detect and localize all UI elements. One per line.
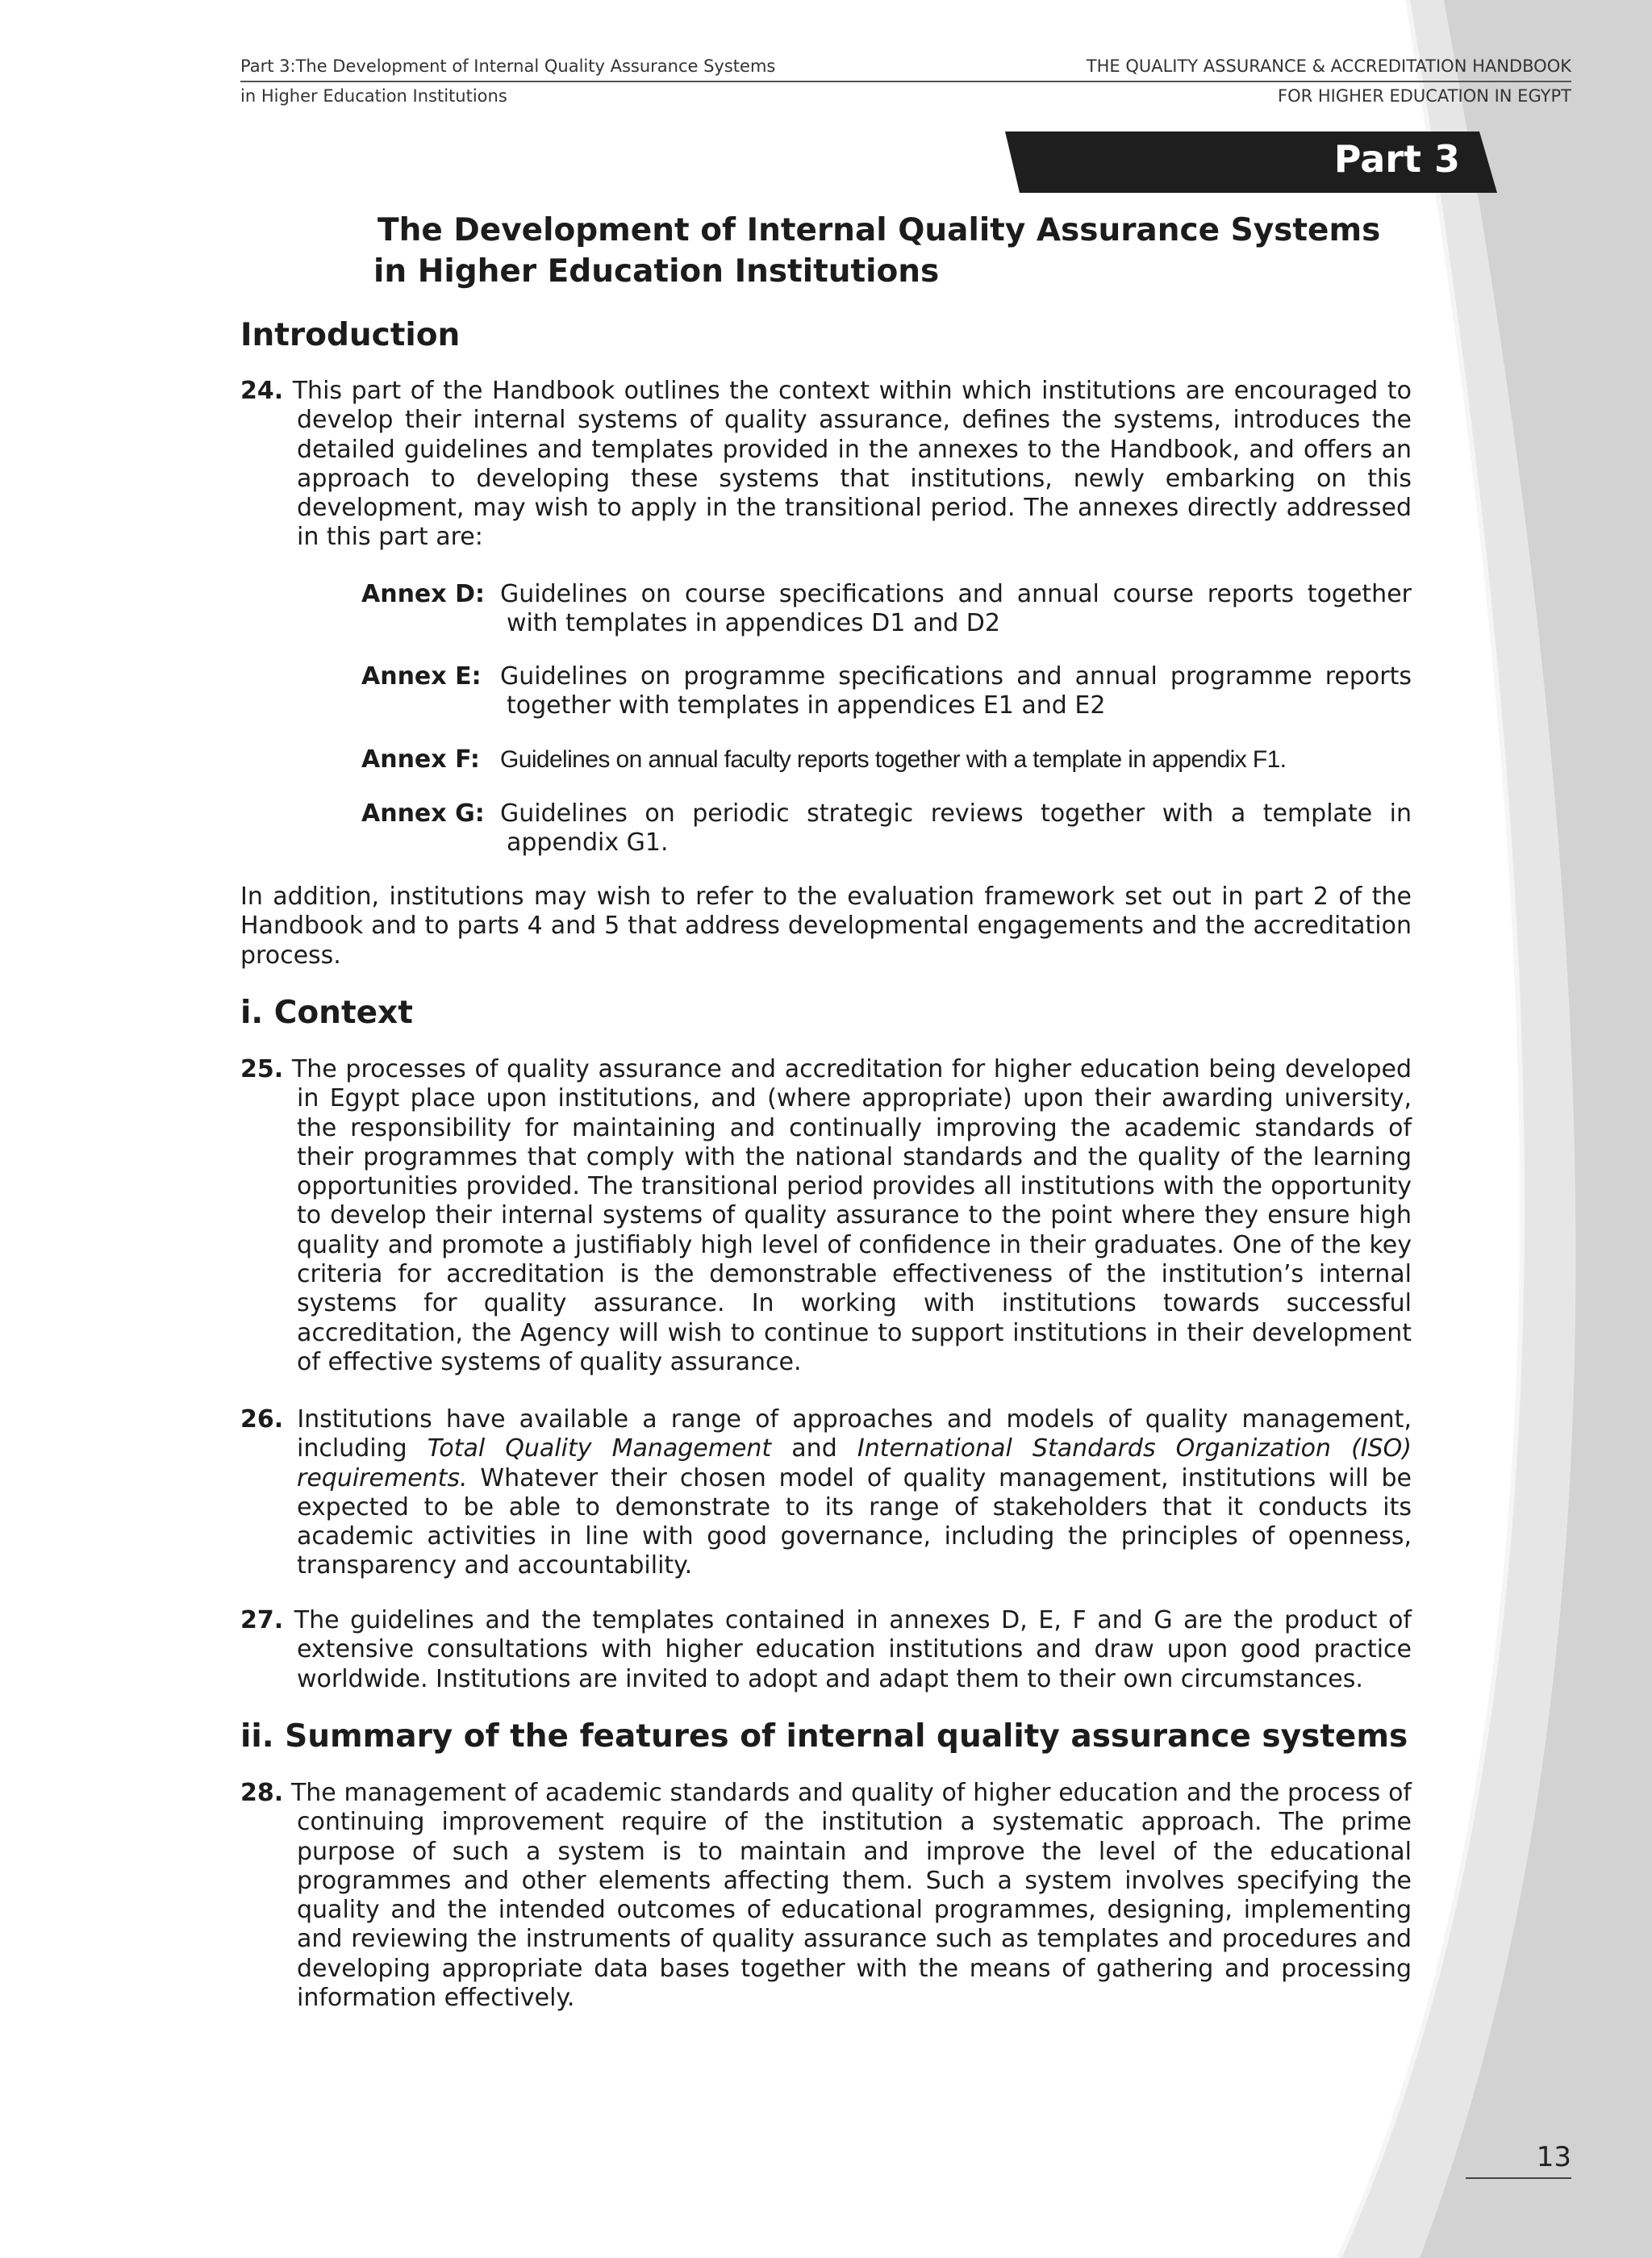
paragraph-text: Whatever their chosen model of quality management, institutions will be expected to be able to demonstrate to its range of stakeholders that it conducts its academic activities in line with good governance, including the principles of openness, transparency and accountability. <box>297 1463 1412 1580</box>
page-number: 13 <box>1536 2141 1571 2173</box>
paragraph-addition: In addition, institutions may wish to refer to the evaluation framework set out in part 2 of the Handbook and to parts 4 and 5 that address developmental engagements and the accreditation process. <box>240 883 1412 970</box>
paragraph-number: 24. <box>240 377 284 405</box>
paragraph-28 <box>240 1779 1412 2013</box>
paragraph-number: 25. <box>240 1055 284 1083</box>
page-title-line1: The Development of Internal Quality Assurance Systems <box>378 212 1381 248</box>
annex-label: Annex E: <box>361 662 482 691</box>
paragraph-text: and <box>771 1434 857 1463</box>
annex-text: Guidelines on course specifications and annual course reports together with templates in appendices D1 and D2 <box>500 580 1412 638</box>
annex-label: Annex D: <box>361 580 485 608</box>
header-divider <box>240 81 1571 82</box>
paragraph-emphasis-tqm: Total Quality Management <box>427 1434 772 1463</box>
part-label: Part 3 <box>1333 137 1460 181</box>
paragraph-number: 26. <box>240 1405 284 1434</box>
paragraph-25 <box>240 1055 1412 1377</box>
paragraph-text: The guidelines and the templates contained in annexes D, E, F and G are the product of extensive consultations with higher education institutions and draw upon good practice worldwide. Institutions are invited to adopt and adapt them to their own circumstances. <box>294 1606 1412 1693</box>
paragraph-26 <box>240 1405 1412 1581</box>
paragraph-emphasis-iso: International Standards Organization (ISO) requirements. <box>297 1434 1412 1492</box>
paragraph-text: The management of academic standards and quality of higher education and the process of continuing improvement require of the institution a systematic approach. The prime purpose of such a system is to maintain and improve the level of the educational programmes and other elements affecting them. Such a system involves specifying the quality and the intended outcomes of educational programmes, designing, implementing and reviewing the instruments of quality assurance such as templates and procedures and developing appropriate data bases together with the means of gathering and processing information effectively. <box>290 1779 1412 2013</box>
annex-text: Guidelines on periodic strategic reviews together with a template in appendix G1. <box>500 799 1412 858</box>
annex-text: Guidelines on programme specifications and annual programme reports together with templates in appendices E1 and E2 <box>500 662 1412 720</box>
paragraph-number: 28. <box>240 1779 284 1807</box>
annex-item-d <box>361 580 1412 639</box>
header-right-line2: FOR HIGHER EDUCATION IN EGYPT <box>1278 86 1571 106</box>
annex-item-g <box>361 799 1412 858</box>
page-title <box>373 210 1422 292</box>
header-left-line2: in Higher Education Institutions <box>240 86 507 106</box>
section-heading-summary: ii. Summary of the features of internal quality assurance systems <box>240 1718 1408 1755</box>
paragraph-24 <box>240 377 1412 553</box>
annex-item-e <box>361 662 1412 721</box>
page-number-rule <box>1466 2177 1571 2179</box>
annex-text: Guidelines on annual faculty reports together with a template in appendix F1. <box>500 746 1287 773</box>
paragraph-number: 27. <box>240 1606 284 1634</box>
paragraph-text: Institutions have available a range of approaches and models of quality management, including <box>297 1405 1412 1463</box>
section-heading-context: i. Context <box>240 995 413 1031</box>
page-title-line2: in Higher Education Institutions <box>373 253 940 290</box>
section-heading-introduction: Introduction <box>240 317 461 353</box>
paragraph-text: The processes of quality assurance and accreditation for higher education being developed in Egypt place upon institutions, and (where appropriate) upon their awarding university, the responsibility for maintaining and continually improving the academic standards of their programmes that comply with the national standards and the quality of the learning opportunities provided. The transitional period provides all institutions with the opportunity to develop their internal systems of quality assurance to the point where they ensure high quality and promote a justifiably high level of confidence in their graduates. One of the key criteria for accreditation is the demonstrable effectiveness of the institution’s internal systems for quality assurance. In working with institutions towards successful accreditation, the Agency will wish to continue to support institutions in their development of effective systems of quality assurance. <box>291 1055 1412 1376</box>
annex-label: Annex G: <box>361 799 485 828</box>
paragraph-text: This part of the Handbook outlines the context within which institutions are encouraged to develop their internal systems of quality assurance, defines the systems, introduces the detailed guidelines and templates provided in the annexes to the Handbook, and offers an approach to developing these systems that institutions, newly embarking on this development, may wish to apply in the transitional period. The annexes directly addressed in this part are: <box>292 377 1412 552</box>
header-right-line1: THE QUALITY ASSURANCE & ACCREDITATION HANDBOOK <box>1086 56 1571 76</box>
header-left-line1: Part 3:The Development of Internal Quality Assurance Systems <box>240 56 776 76</box>
annex-label: Annex F: <box>361 745 480 774</box>
annex-item-f <box>361 745 1412 774</box>
paragraph-27 <box>240 1606 1412 1694</box>
